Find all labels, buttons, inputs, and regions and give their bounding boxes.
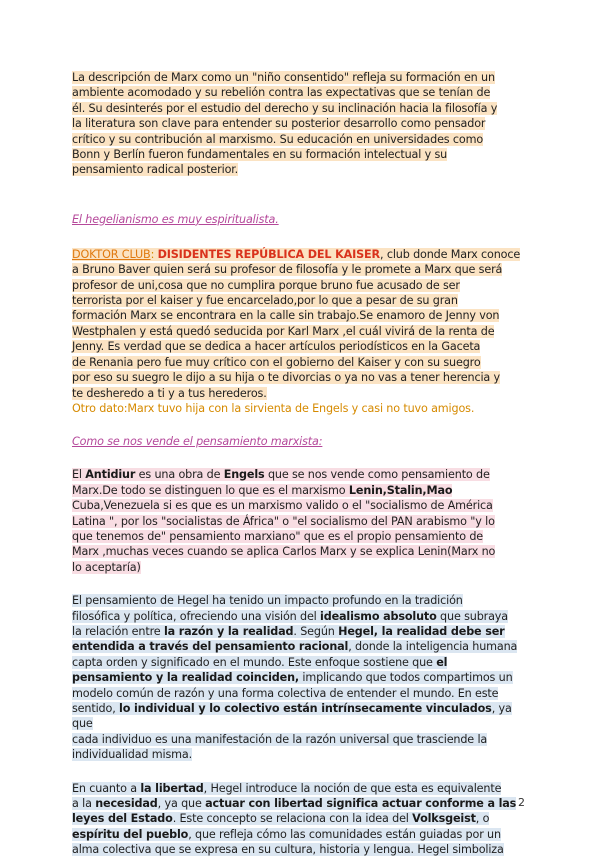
text-line: profesor de uni,cosa que no cumplira porque bruno fue acusado de ser — [72, 278, 460, 292]
libertad-bold: la libertad — [140, 781, 204, 795]
text-line: alma colectiva que se expresa en su cultura, historia y lengua. Hegel simboliza — [72, 843, 504, 857]
text-line: lo aceptaría) — [72, 560, 141, 574]
volksgeist-bold: Volksgeist — [412, 812, 476, 826]
document-page — [72, 70, 528, 858]
el-bold: el — [436, 655, 448, 669]
text-line: cada individuo es una manifestación de la razón universal que trasciende la — [72, 732, 488, 746]
text-span: , donde la inteligencia humana — [348, 640, 518, 654]
text-span: que subraya — [436, 609, 508, 623]
paragraph-hegel-thought — [72, 593, 528, 762]
text-span: . Este concepto se relaciona con la idea del — [172, 812, 413, 826]
text-span: Marx.De todo se distinguen lo que es el marxismo — [72, 483, 349, 497]
page-number: 2 — [518, 796, 525, 809]
paragraph-antidiur — [72, 467, 528, 575]
text-line: ambiente acomodado y su rebelión contra las expectativas que se tenían de — [72, 86, 491, 100]
text-line: modelo común de razón y una forma colectiva de entender el mundo. En este — [72, 686, 499, 700]
disidentes-text: DISIDENTES REPÚBLICA DEL KAISER — [157, 247, 381, 261]
text-span: filosófica y política, ofreciendo una visión del — [72, 609, 321, 623]
text-span: implicando que todos compartimos un — [299, 671, 513, 685]
text-line: Cuba,Venezuela si es que es un marxismo valido o el "socialismo de América — [72, 499, 493, 513]
text-span: que se nos vende como pensamiento de — [264, 468, 490, 482]
text-line: terrorista por el kaiser y fue encarcelado,por lo que a pesar de su gran — [72, 294, 458, 308]
razon-realidad-bold: la razón y la realidad — [163, 624, 294, 638]
text-span: , que refleja cómo las comunidades están guiadas por un — [188, 827, 501, 841]
colon-text: : — [150, 247, 158, 261]
text-line: Jenny. Es verdad que se dedica a hacer artículos periodísticos en la Gaceta — [72, 340, 481, 354]
text-span: , o — [475, 812, 490, 826]
engels-bold: Engels — [223, 468, 265, 482]
text-line: pensamiento radical posterior. — [72, 163, 239, 177]
text-line: que tenemos de" pensamiento marxiano" que es el propio pensamiento de — [72, 529, 484, 543]
text-span: la relación entre — [72, 624, 164, 638]
text-line: te desheredo a ti y a tus herederos. — [72, 386, 267, 400]
otro-dato-text: Otro dato:Marx tuvo hija con la sirvienta de Engels y casi no tuvo amigos. — [72, 401, 475, 415]
necesidad-bold: necesidad — [95, 797, 158, 811]
text-line: individualidad misma. — [72, 748, 193, 762]
text-line: por eso su suegro le dijo a su hija o te divorcias o ya no vas a tener herencia y — [72, 371, 501, 385]
coinciden-bold: pensamiento y la realidad coinciden, — [72, 671, 299, 685]
heading-hegelianismo: El hegelianismo es muy espiritualista. — [72, 212, 279, 226]
text-span: , Hegel introduce la noción de que esta es equivalente — [203, 781, 502, 795]
espiritu-pueblo-bold: espíritu del pueblo — [72, 827, 189, 841]
hegel-realidad-bold: Hegel, la realidad debe ser — [338, 624, 505, 638]
paragraph-doktor-club — [72, 247, 528, 416]
text-line: a Bruno Baver quien será su profesor de filosofía y le promete a Marx que será — [72, 263, 503, 277]
text-line: Westphalen y está quedó seducida por Karl Marx ,el cuál vivirá de la renta de — [72, 324, 495, 338]
antidiur-bold: Antidiur — [85, 468, 136, 482]
text-span: es una obra de — [135, 468, 224, 482]
paragraph-marx-childhood — [72, 70, 528, 178]
text-line: El pensamiento de Hegel ha tenido un impacto profundo en la tradición — [72, 594, 463, 608]
text-span: , ya que — [157, 797, 206, 811]
idealismo-bold: idealismo absoluto — [320, 609, 437, 623]
text-span: En cuanto a — [72, 781, 141, 795]
text-span: , ya que — [72, 702, 512, 731]
text-span: sentido, — [72, 702, 120, 715]
text-line: La descripción de Marx como un "niño consentido" refleja su formación en un — [72, 71, 495, 84]
text-span: . Según — [293, 624, 339, 638]
paragraph-hegel-libertad — [72, 781, 528, 858]
actuar-libertad-bold: actuar con libertad significa actuar conforme a las — [205, 797, 517, 811]
lenin-stalin-mao-bold: Lenin,Stalin,Mao — [348, 483, 453, 497]
doktor-club-link[interactable]: DOKTOR CLUB — [72, 247, 151, 261]
text-line: , club donde Marx conoce — [380, 247, 521, 261]
individual-colectivo-bold: lo individual y lo colectivo están intrínsecamente vinculados — [119, 702, 492, 715]
text-line: él. Su desinterés por el estudio del derecho y su inclinación hacia la filosofía y — [72, 101, 498, 115]
text-line: de Renania pero fue muy crítico con el gobierno del Kaiser y con su suegro — [72, 355, 481, 369]
pensamiento-racional-bold: entendida a través del pensamiento racional — [72, 640, 349, 654]
text-line: la literatura son clave para entender su posterior desarrollo como pensador — [72, 117, 486, 131]
text-line: Latina ", por los "socialistas de África" o "el socialismo del PAN arabismo "y lo — [72, 514, 495, 528]
text-span: El — [72, 468, 86, 482]
text-line: Bonn y Berlín fueron fundamentales en su formación intelectual y su — [72, 148, 448, 162]
leyes-estado-bold: leyes del Estado — [72, 812, 173, 826]
text-line: formación Marx se encontrara en la calle sin trabajo.Se enamoro de Jenny von — [72, 309, 500, 323]
text-line: crítico y su contribución al marxismo. Su educación en universidades como — [72, 132, 484, 146]
text-line: Marx ,muchas veces cuando se aplica Carlos Marx y se explica Lenin(Marx no — [72, 545, 496, 559]
text-span: a la — [72, 797, 96, 811]
text-span: capta orden y significado en el mundo. Este enfoque sostiene que — [72, 655, 437, 669]
heading-pensamiento-marxista: Como se nos vende el pensamiento marxista: — [72, 435, 323, 449]
